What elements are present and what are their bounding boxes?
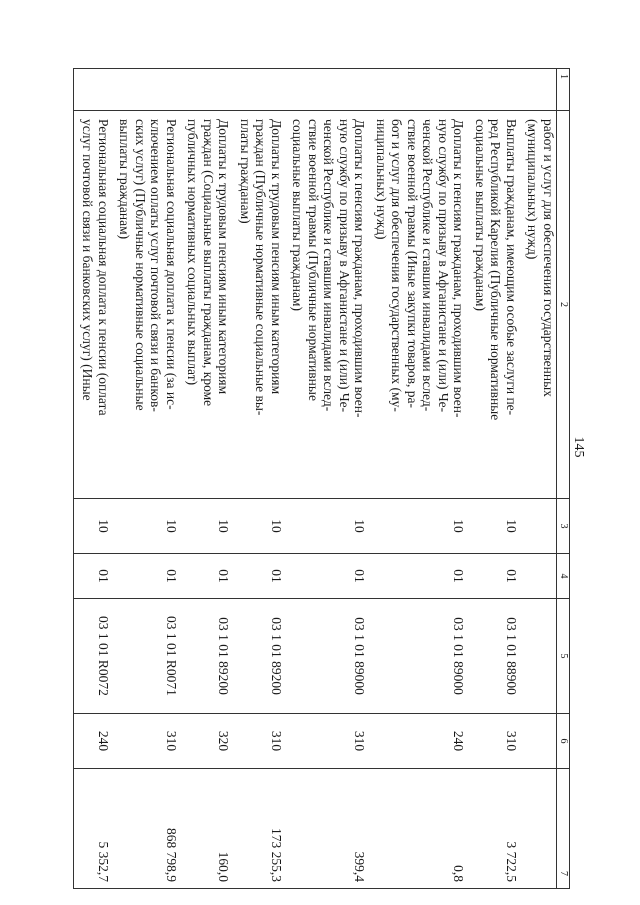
description-line: публичных нормативных социальных выплат) (185, 119, 201, 386)
table-row (467, 69, 520, 889)
description-line: работ и услуг для обеспечения государственных (541, 119, 556, 397)
cell-col-1 (284, 69, 368, 111)
description-line: ную службу по призыву в Афганистане и (или) Че- (436, 119, 451, 413)
amount: 868 798,9 (111, 769, 179, 889)
description-line: ченской Республике и ставшим инвалидами вслед- (321, 119, 337, 412)
table-row (179, 69, 232, 889)
target-article-code: 03 1 01 R0071 (111, 599, 179, 714)
amount (519, 769, 557, 889)
section-code: 10 (368, 499, 467, 554)
table-row (368, 69, 467, 889)
expense-type-code: 320 (179, 714, 232, 769)
description-line: социальные выплаты гражданам) (473, 119, 488, 311)
description-line: граждан (Публичные нормативные социальные вы- (253, 119, 269, 416)
description-line: ствие военной травмы (Публичные нормативные (306, 119, 321, 401)
amount: 173 255,3 (232, 769, 285, 889)
description-line: услуг почтовой связи и банковских услуг) (Иные (80, 119, 96, 401)
expense-description (74, 111, 112, 499)
amount: 0,8 (368, 769, 467, 889)
header-col-1: 1 (557, 69, 570, 111)
header-col-2: 2 (557, 111, 570, 499)
amount: 5 352,7 (74, 769, 112, 889)
expense-description (368, 111, 467, 499)
table-row (111, 69, 179, 889)
target-article-code (519, 599, 557, 714)
cell-col-1 (232, 69, 285, 111)
description-line: ключением оплаты услуг почтовой связи и банков- (148, 119, 164, 412)
cell-col-1 (467, 69, 520, 111)
expense-description (179, 111, 232, 499)
expense-type-code: 310 (467, 714, 520, 769)
target-article-code: 03 1 01 89200 (179, 599, 232, 714)
description-line: ред Республикой Карелия (Публичные нормативные (488, 119, 504, 421)
cell-col-1 (111, 69, 179, 111)
subsection-code: 01 (284, 554, 368, 599)
description-line: ских услуг) (Публичные нормативные социальные (133, 119, 148, 411)
description-line: социальные выплаты гражданам) (290, 119, 306, 311)
description-line: Доплаты к пенсиям гражданам, проходившим воен- (451, 119, 467, 418)
budget-table-page (70, 68, 570, 888)
target-article-code: 03 1 01 89200 (232, 599, 285, 714)
description-line: (муниципальных) нужд) (525, 119, 541, 260)
description-line: Выплаты гражданам, имеющим особые заслуги пе- (504, 119, 519, 416)
table-row (232, 69, 285, 889)
description-line: Доплаты к трудовым пенсиям иным категориям (216, 119, 232, 395)
description-line: Доплаты к пенсиям гражданам, проходившим воен- (352, 119, 368, 418)
header-col-7: 7 (557, 769, 570, 889)
table-row (284, 69, 368, 889)
description-line: выплаты гражданам) (117, 119, 133, 240)
expense-description (232, 111, 285, 499)
amount: 399,4 (284, 769, 368, 889)
description-line: бот и услуг для обеспечения государственных (му- (389, 119, 405, 412)
expense-description (111, 111, 179, 499)
section-code: 10 (74, 499, 112, 554)
amount: 3 722,5 (467, 769, 520, 889)
expense-type-code: 310 (111, 714, 179, 769)
expense-type-code: 240 (368, 714, 467, 769)
expense-type-code: 240 (74, 714, 112, 769)
amount: 160,0 (179, 769, 232, 889)
budget-table (73, 68, 570, 889)
section-code (519, 499, 557, 554)
table-row (519, 69, 557, 889)
subsection-code: 01 (179, 554, 232, 599)
header-col-4: 4 (557, 554, 570, 599)
cell-col-1 (368, 69, 467, 111)
section-code: 10 (467, 499, 520, 554)
cell-col-1 (179, 69, 232, 111)
header-row (557, 69, 570, 889)
description-line: Доплаты к трудовым пенсиям иным категориям (269, 119, 284, 395)
description-line: ниципальных) нужд) (374, 119, 389, 240)
header-col-6: 6 (557, 714, 570, 769)
target-article-code: 03 1 01 R0072 (74, 599, 112, 714)
description-line: ствие военной травмы (Иные закупки товаров, ра- (405, 119, 420, 409)
target-article-code: 03 1 01 88900 (467, 599, 520, 714)
header-col-5: 5 (557, 599, 570, 714)
subsection-code: 01 (74, 554, 112, 599)
subsection-code (519, 554, 557, 599)
cell-col-1 (519, 69, 557, 111)
expense-type-code (519, 714, 557, 769)
section-code: 10 (232, 499, 285, 554)
cell-col-1 (74, 69, 112, 111)
description-line: платы гражданам) (238, 119, 253, 224)
description-line: Региональная социальная доплата к пенсии (за ис- (164, 119, 179, 410)
target-article-code: 03 1 01 89000 (368, 599, 467, 714)
page-number: 145 (571, 436, 586, 458)
expense-type-code: 310 (232, 714, 285, 769)
subsection-code: 01 (467, 554, 520, 599)
expense-type-code: 310 (284, 714, 368, 769)
section-code: 10 (179, 499, 232, 554)
subsection-code: 01 (368, 554, 467, 599)
description-line: ченской Республике и ставшим инвалидами вслед- (420, 119, 436, 412)
expense-description (284, 111, 368, 499)
table-row (74, 69, 112, 889)
section-code: 10 (111, 499, 179, 554)
subsection-code: 01 (111, 554, 179, 599)
target-article-code: 03 1 01 89000 (284, 599, 368, 714)
subsection-code: 01 (232, 554, 285, 599)
expense-description (467, 111, 520, 499)
section-code: 10 (284, 499, 368, 554)
description-line: граждан (Социальные выплаты гражданам, кроме (201, 119, 216, 407)
description-line: ную службу по призыву в Афганистане и (или) Че- (337, 119, 352, 413)
description-line: Региональная социальная доплата к пенсии (оплата (96, 119, 111, 416)
expense-description (519, 111, 557, 499)
header-col-3: 3 (557, 499, 570, 554)
